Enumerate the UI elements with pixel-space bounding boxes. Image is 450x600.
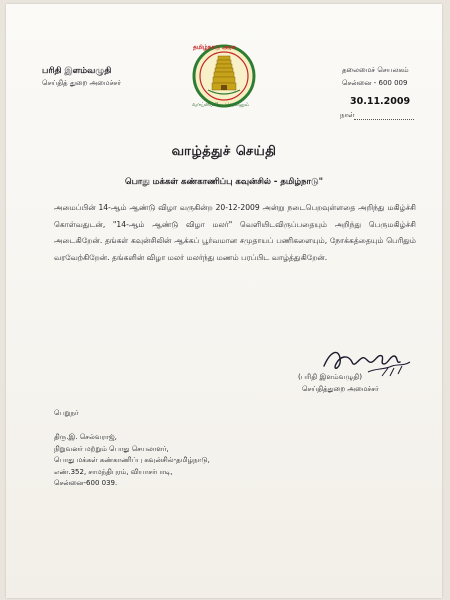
- body-paragraph: அமைப்பின் 14-ஆம் ஆண்டு விழா வருகின்ற 20-12-2009 அன்று நடைபெறவுள்ளதை அறிந்து மகிழ்ச்சி கொள்வதுடன், "14-ஆம் ஆண்டு விழா மலர்" வெளியிடவிருப்பதையும் அறிந்து பெருமகிழ்ச்சி அடைகிறேன். தங்கள் கவுன்சிலின் ஆக்கப் பூர்வமான சமுதாயப் பணிகளையும், நோக்கத்தையும் பெரிதும் வரவேற்கிறேன். தங்களின் விழா மலர் மலர்ந்து மணம் பரப்பிட வாழ்த்துகிறேன்.: [54, 203, 416, 262]
- address-line: எண்.352, சாமந்திபுரம், வியாசர்பாடி,: [54, 467, 173, 476]
- office-name: தலைமைச் செயலகம்: [342, 66, 409, 74]
- letter-date: 30.11.2009: [350, 96, 411, 107]
- letter-title: வாழ்த்துச் செய்தி: [171, 144, 277, 159]
- recipient-address: [54, 432, 210, 490]
- letter-body: [54, 200, 416, 266]
- signatory-name: (பரிதி இளம்வழுதி): [298, 372, 363, 381]
- emblem-text: தமிழ்நாடு அரசு: [193, 44, 236, 51]
- signatory-role: செய்தித்துறை அமைச்சர்: [302, 385, 379, 393]
- address-line: பொது மக்கள் கண்காணிப்பு கவுன்சில்-தமிழ்நாடு,: [54, 456, 210, 464]
- office-address: சென்னை - 600 009: [342, 79, 408, 87]
- letter-page: [6, 4, 442, 598]
- recipient-label: பெறுநர்: [54, 409, 79, 417]
- minister-name: பரிதி இளம்வழுதி: [42, 66, 112, 76]
- minister-title: செய்தித் துறை அமைச்சர்: [42, 79, 121, 87]
- address-line: திரு.இ. செல்வராஜ்,: [54, 433, 117, 441]
- emblem-motto: வாய்மையே வெல்லும்: [192, 102, 250, 108]
- address-line: நிறுவனர் மற்றும் பொது செயலாளர்,: [54, 444, 169, 453]
- date-underline: [354, 119, 414, 120]
- organization-name: பொது மக்கள் கண்காணிப்பு கவுன்சில் - தமிழ்நாடு": [124, 177, 324, 187]
- date-label: நாள்: [340, 111, 355, 119]
- address-line: சென்னை-600 039.: [54, 479, 118, 487]
